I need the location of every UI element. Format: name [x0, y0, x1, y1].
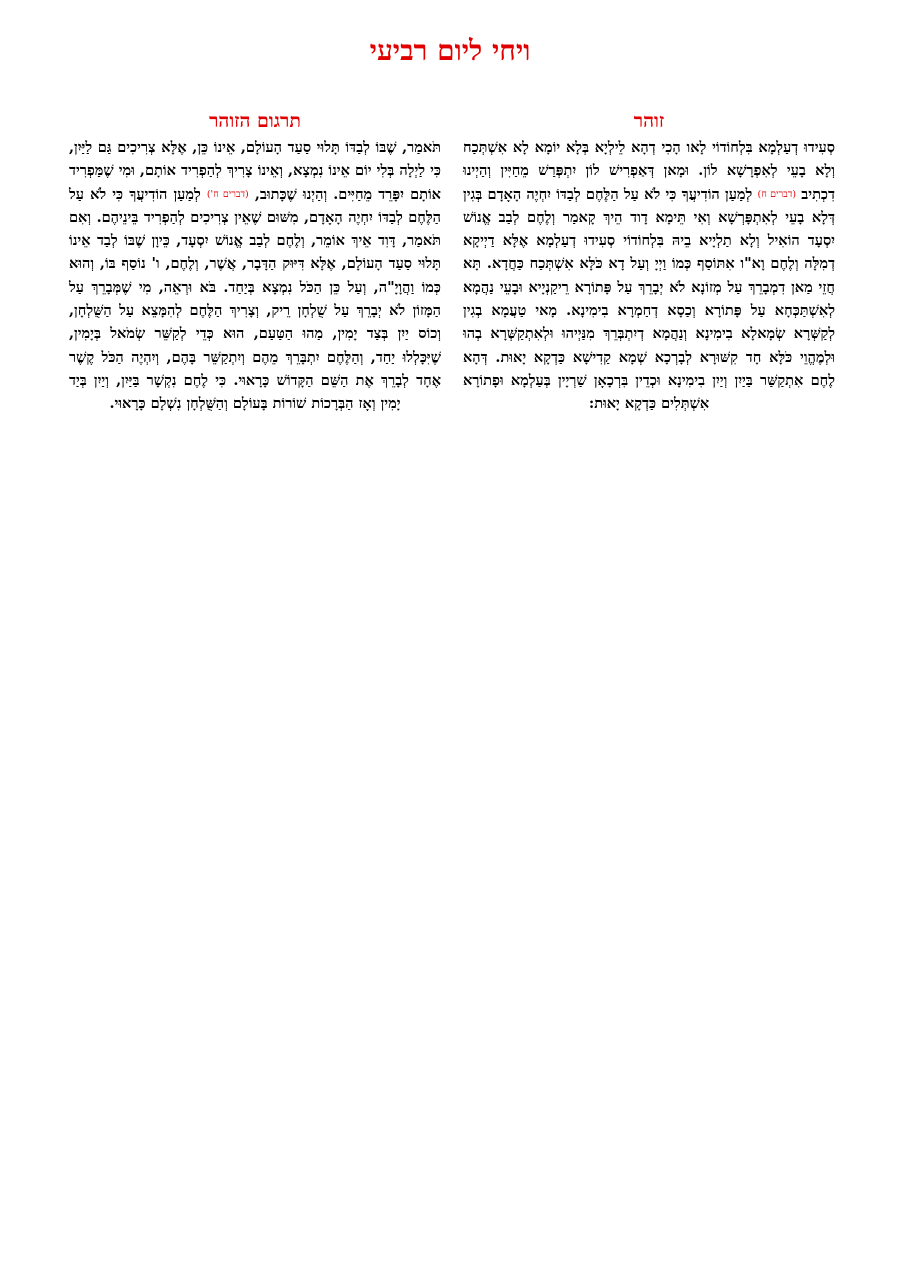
- targum-verse-reference: (דברים ח'): [206, 188, 249, 200]
- targum-text-part-1: תֹּאמַר, שֶׁבּוֹ לְבַדּוֹ תָּלוּי סַעַד הָעוֹלָם, אֵינוֹ כֵּן, אֶלָּא צְרִיכִים גַּם לַיַּיִן, כִּי לַיְלָה בְּלִי יוֹם אֵינוֹ נִמְצָא, וְאֵינוֹ צָרִיךְ לְהַפְרִיד אוֹתָם, וּמִי שֶׁמַּפְרִיד אוֹתָם יִפָּרֵד מֵחַיִּים. וְהַיְנוּ שֶׁכָּתוּב,: [69, 139, 441, 203]
- zohar-verse-reference: (דברים ח): [757, 188, 797, 200]
- zohar-text: [463, 136, 835, 416]
- targum-text-part-2: לְמַעַן הוֹדִיעֲךָ כִּי לֹא עַל הַלֶּחֶם לְבַדּוֹ יִחְיֶה הָאָדָם, מִשּׁוּם שֶׁאֵין צְרִיכִים לְהַפְרִיד בֵּינֵיהֶם. וְאִם תֹּאמַר, דָּוִד אֵיךְ אוֹמֵר, וְלֶחֶם לְבַב אֱנוֹשׁ יִסְעָד, כֵּיוָן שֶׁבּוֹ לְבַד אֵינוֹ תָּלוּי סַעַד הָעוֹלָם, אֶלָּא דִּיּוּק הַדָּבָר, אֲשֶׁר, וְלֶחֶם, ו' נוֹסַף בּוֹ, וְהוּא כְּמוֹ וַהֲוָיָ"ה, וְעַל כֵּן הַכֹּל נִמְצָא בְּיַחַד. בֹּא וּרְאֵה, מִי שֶׁמְּבָרֵךְ עַל הַמָּזוֹן לֹא יְבָרֵךְ עַל שֻׁלְחָן רֵיק, וְצָרִיךְ הַלֶּחֶם לְהִמָּצֵא עַל הַשֻּׁלְחָן, וְכוֹס יַיִן בְּצַד יָמִין, מַהוּ הַטַּעַם, הוּא כְּדֵי לְקַשֵּׁר שְׂמֹאל בְּיָמִין, שֶׁיִּכָּלְלוּ יַחַד, וְהַלֶּחֶם יִתְבָּרֵךְ מֵהֶם וְיִתְקַשֵּׁר בָּהֶם, וְיִהְיֶה הַכֹּל קֶשֶׁר אֶחָד לְבָרֵךְ אֶת הַשֵּׁם הַקָּדוֹשׁ כָּרָאוּי. כִּי לֶחֶם נִקְשָׁר בַּיַּיִן, וְיַיִן בְּיַד יָמִין וְאָז הַבְּרָכוֹת שׁוֹרוֹת בָּעוֹלָם וְהַשֻּׁלְחָן נִשְׁלָם כָּרָאוּי.: [69, 185, 441, 413]
- page-title: ויחי ליום רביעי: [369, 34, 531, 67]
- zohar-column-heading: זוהר: [633, 110, 665, 132]
- zohar-text-part-2: לְמַעַן הוֹדִיעֲךָ כִּי לֹא עַל הַלֶּחֶם לְבַדּוֹ יִחְיֶה הָאָדָם בְּגִין דְּלָא בָעֵי לְאִתְפָּרְשָׁא וְאִי תֵּימָא דָוד הֵיךְ קָאמַר וְלֶחֶם לְבַב אֱנוֹשׁ יִסְעָד הוֹאִיל וְלָא תַלְיָיא בֵיהּ בִּלְחוֹדוֹי סְעִידוּ דְעַלְמָא אֶלָּא דַיְיקָא דְמִלָּה וְלֶחֶם וָא"ו אִתּוֹסַף כְּמוֹ וַיְיָ וְעַל דָא כֹּלָּא אִשְׁתְּכַח כַּחֲדָא. תָּא חֲזֵי מַאן דִמְבָרֵךְ עַל מְזוֹנָא לֹא יְבָרֵךְ עַל פָּתוֹרָא רֵיקַנְיָיא וּבָעֵי נַהֲמָא לְאִשְׁתַּכְּחָא עַל פָּתוֹרָא וְכַסָא דְחַמְרָא בִימִינָא. מָאי טַעֲמָא בְגִין לְקַשְּׁרָא שְׂמָאלָא בִימִינָא וְנַהֲמָא דְיִתְבְּרֵךְ מִנַּיְיהוּ וּלְאִתְקַשְּׁרָא בְהוּ וּלְמֶהֱוֵי כֹּלָּא חָד קִשּׁוּרָא לְבָרְכָא שְׁמָא קַדִישָׁא כַּדְקָא יָאוּת. דְּהָא לֶחֶם אִתְקַשַּׁר בַּיַיִן וְיַיִן בִימִינָא וּכְדֵין בִּרְכָאָן שַׁרְיָין בְּעַלְמָא וּפָתוֹרָא אִשְׁתְּלִים כַּדְקָא יָאוּת:: [463, 185, 835, 413]
- zohar-text-part-1: סְעִידוּ דְעַלְמָא בִּלְחוֹדוֹי לָאו הָכִי דְהָא לֵילְיָא בְּלָא יוֹמָא לָא אִשְׁתְּכַח וְלָא בָעֵי לְאִפְרָשָׁא לוֹן. וּמָאן דְּאַפְרִישׁ לוֹן יִתְפְּרַשׁ מֵחַיִּין וְהַיְינוּ דִכְתִיב: [463, 139, 835, 203]
- zohar-column: [463, 108, 835, 416]
- targum-text: [69, 136, 441, 416]
- targum-column: [69, 108, 441, 416]
- targum-column-heading: תרגום הזוהר: [209, 110, 301, 132]
